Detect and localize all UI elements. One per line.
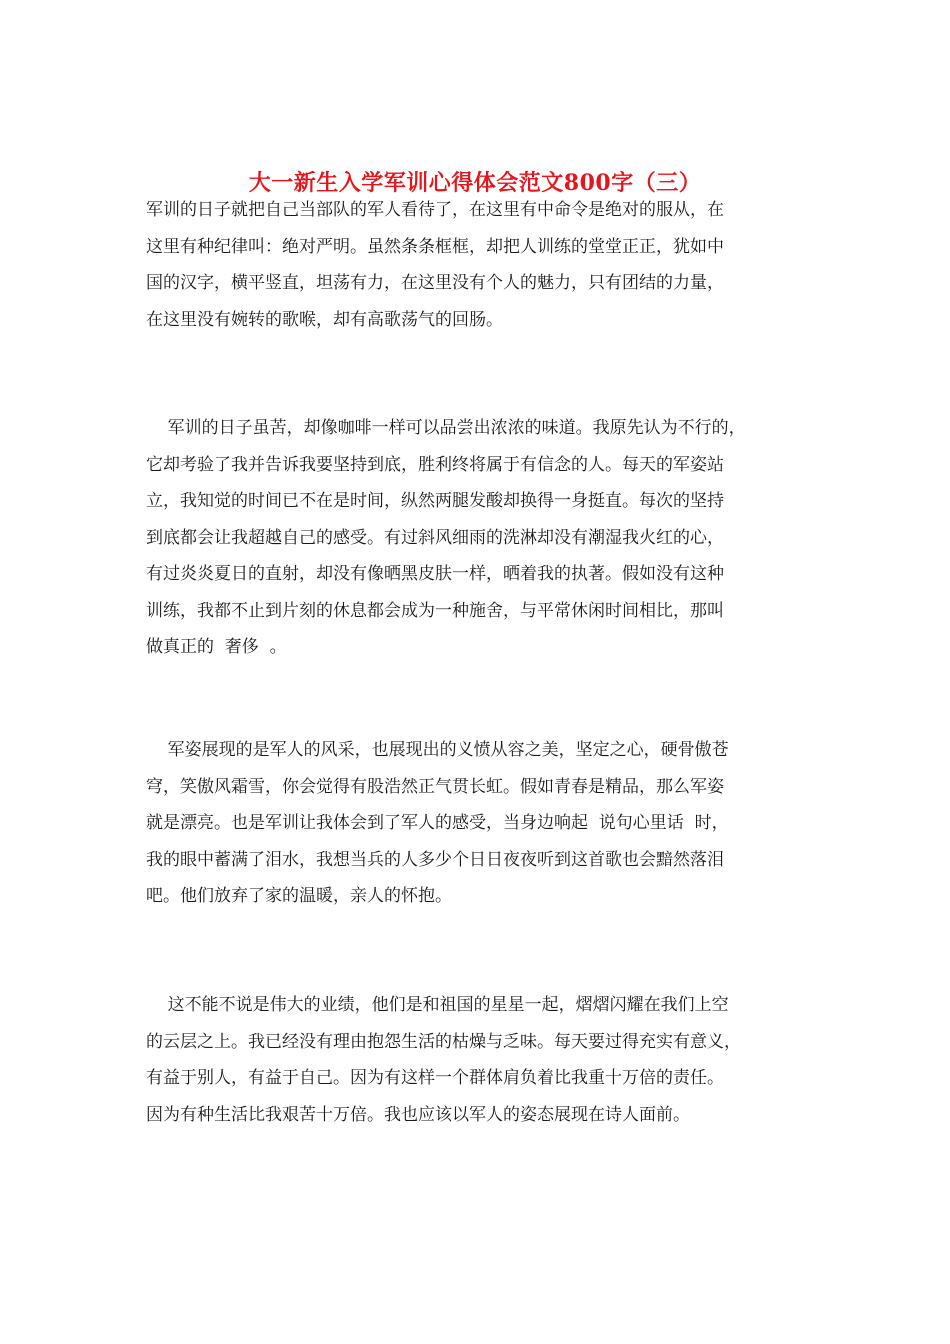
paragraph-line: 军训的日子虽苦，却像咖啡一样可以品尝出浓浓的味道。我原先认为不行的，: [146, 418, 746, 438]
paragraph-3: [146, 732, 818, 915]
paragraph-line: 它却考验了我并告诉我要坚持到底，胜利终将属于有信念的人。每天的军姿站: [146, 454, 724, 475]
document-title: 大一新生入学军训心得体会范文800字（三）: [248, 169, 702, 196]
paragraph-line: 在这里没有婉转的歌喉，却有高歌荡气的回肠。: [146, 309, 503, 330]
paragraph-line: 有过炎炎夏日的直射，却没有像晒黑皮肤一样，晒着我的执著。假如没有这种: [146, 564, 724, 584]
paragraph-line: 军训的日子就把自己当部队的军人看待了，在这里有中命令是绝对的服从，在: [146, 200, 724, 220]
paragraph-line: 军姿展现的是军人的风采，也展现出的义愤从容之美，坚定之心，硬骨傲苍: [146, 740, 729, 760]
paragraph-line: 到底都会让我超越自己的感受。有过斜风细雨的洗淋却没有潮湿我火红的心，: [146, 527, 724, 548]
paragraph-1: [146, 192, 818, 338]
paragraph-line: 这不能不说是伟大的业绩，他们是和祖国的星星一起，熠熠闪耀在我们上空: [146, 995, 729, 1015]
paragraph-line: 我的眼中蓄满了泪水，我想当兵的人多少个日日夜夜听到这首歌也会黯然落泪: [146, 849, 724, 870]
paragraph-2: [146, 410, 818, 666]
paragraph-line: 因为有种生活比我艰苦十万倍。我也应该以军人的姿态展现在诗人面前。: [146, 1104, 690, 1125]
paragraph-line: 立，我知觉的时间已不在是时间，纵然两腿发酸却换得一身挺直。每次的坚持: [146, 491, 724, 511]
paragraph-line: 穹，笑傲风霜雪，你会觉得有股浩然正气贯长虹。假如青春是精品，那么军姿: [146, 776, 724, 797]
paragraph-line: 国的汉字，横平竖直，坦荡有力，在这里没有个人的魅力，只有团结的力量，: [146, 273, 724, 293]
paragraph-line: 这里有种纪律叫：绝对严明。虽然条条框框，却把人训练的堂堂正正，犹如中: [146, 236, 724, 257]
paragraph-line: 做真正的 奢侈 。: [146, 637, 287, 657]
paragraph-line: 训练，我都不止到片刻的休息都会成为一种施舍，与平常休闲时间相比，那叫: [146, 600, 724, 621]
paragraph-line: 的云层之上。我已经没有理由抱怨生活的枯燥与乏味。每天要过得充实有意义，: [146, 1031, 741, 1052]
paragraph-4: [146, 987, 818, 1133]
paragraph-line: 有益于别人，有益于自己。因为有这样一个群体肩负着比我重十万倍的责任。: [146, 1068, 724, 1088]
paragraph-line: 就是漂亮。也是军训让我体会到了军人的感受，当身边响起 说句心里话 时，: [146, 813, 729, 833]
paragraph-line: 吧。他们放弃了家的温暖，亲人的怀抱。: [146, 886, 452, 906]
